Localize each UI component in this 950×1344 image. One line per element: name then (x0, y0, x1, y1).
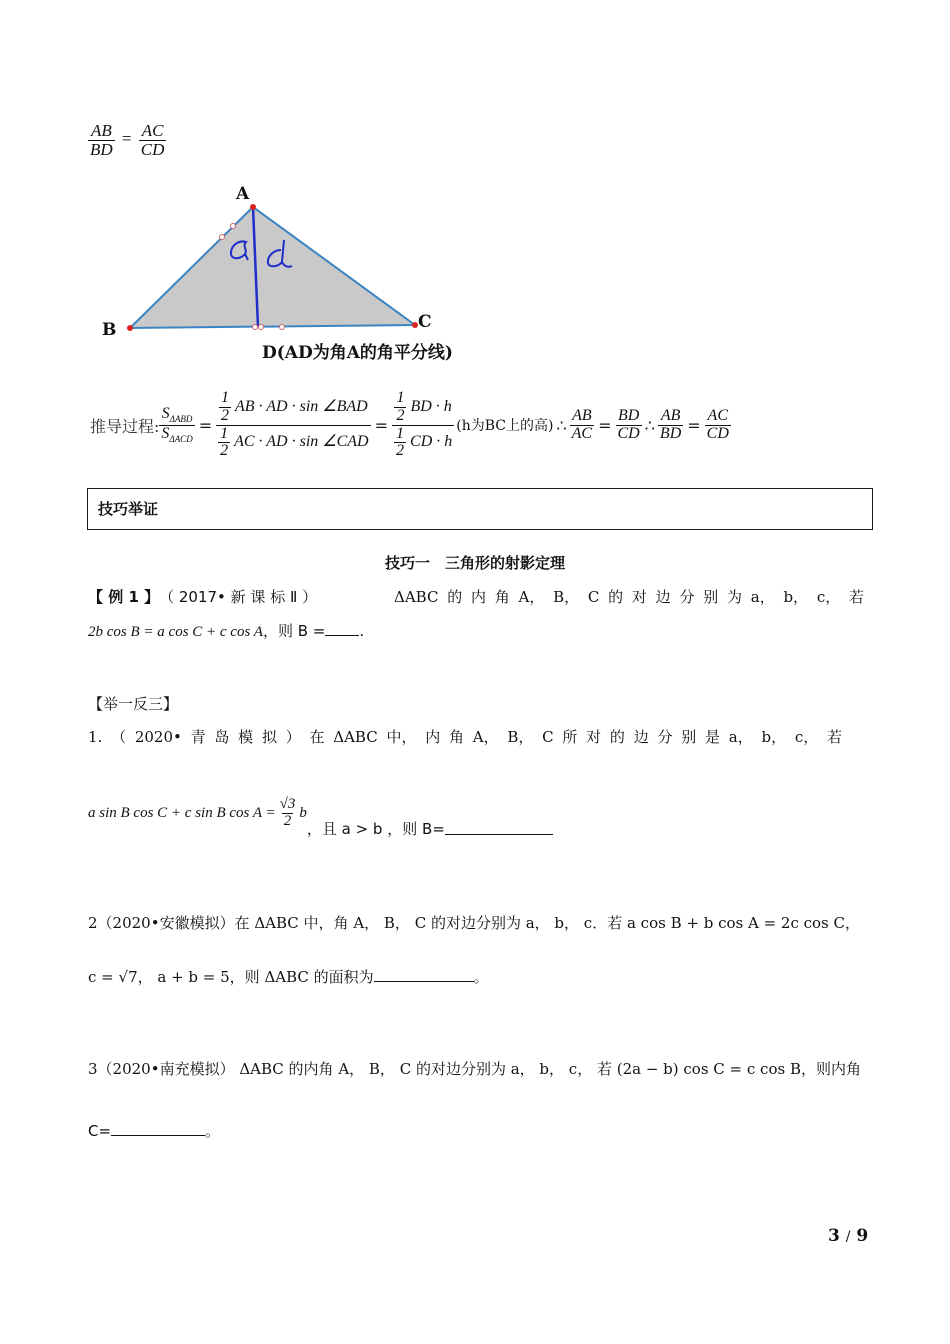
section-box-title: 技巧举证 (98, 500, 159, 518)
practice-title: 【举一反三】 (88, 695, 179, 713)
therefore-symbol: ∴ (644, 415, 655, 435)
therefore-symbol: ∴ (556, 415, 567, 435)
page-number (828, 1226, 868, 1246)
answer-blank[interactable] (111, 1135, 205, 1136)
q3-line2 (88, 1120, 220, 1141)
example1-tail: ，则 B = (262, 622, 326, 640)
half-den: 2 (396, 406, 405, 424)
half-den: 2 (220, 442, 229, 460)
height-num: BD · h (410, 397, 452, 415)
example1-end: . (359, 622, 365, 640)
q3-c: C= (88, 1122, 112, 1140)
top-ratio-formula (88, 122, 166, 159)
area-ratio (159, 406, 194, 444)
half-den: 2 (221, 406, 229, 424)
s-acd: S (161, 424, 170, 442)
page-total: 9 (856, 1226, 869, 1246)
page-current: 3 (828, 1226, 840, 1246)
half-num: 1 (396, 388, 405, 406)
q2-text: 2（2020•安徽模拟）在 ΔABC 中，角 A， B， C 的对边分别为 a， b， c．若 a cos B + b cos A = 2c cos C， (88, 914, 860, 932)
ratio-den: CD (706, 424, 729, 442)
example1-label: 【 例 1 】 (88, 588, 160, 606)
example1-line2 (88, 620, 364, 641)
half-num: 1 (396, 424, 405, 442)
point-marker (220, 235, 225, 240)
q2-text2: c = √7， a + b = 5，则 ΔABC 的面积为 (88, 968, 374, 986)
ratio-num: AC (707, 406, 728, 424)
s-abd-sub: ΔABD (169, 414, 193, 425)
half-num: 1 (220, 424, 229, 442)
height-ratio (392, 390, 454, 460)
frac-den: CD (140, 139, 165, 159)
q2-end: 。 (473, 968, 489, 986)
q1-den: 2 (283, 813, 292, 829)
q3-end: 。 (205, 1122, 221, 1140)
answer-blank[interactable] (374, 981, 474, 982)
section-title: 技巧一 三角形的射影定理 (384, 554, 565, 572)
page-sep: / (845, 1229, 851, 1245)
vertex-label-c: C (418, 312, 432, 332)
vertex-label-b: B (102, 320, 117, 340)
ratio-num: BD (617, 406, 640, 424)
q3-line1 (88, 1058, 861, 1079)
point-marker (231, 224, 236, 229)
sine-den: AC · AD · sin ∠CAD (234, 433, 369, 451)
ratio-den: CD (617, 424, 640, 442)
q1-tail: ，且 a > b ，则 B= (306, 820, 445, 838)
point-marker (280, 325, 285, 330)
q1-line2 (88, 788, 553, 839)
sine-num: AB · AD · sin ∠BAD (235, 397, 368, 415)
q2-line1 (88, 912, 860, 933)
s-abd: S (161, 404, 170, 422)
height-den: CD · h (410, 433, 453, 451)
q1-formula: a sin B cos C + c sin B cos A = (88, 805, 276, 821)
q2-line2 (88, 966, 489, 987)
ratio-num: AB (660, 406, 681, 424)
example1-text: ΔABC 的 内 角 A， B， C 的 对 边 分 别 为 a， b， c， 若 (393, 588, 864, 606)
equals-sign: = (121, 129, 132, 149)
answer-blank[interactable] (325, 635, 359, 636)
sine-ratio (216, 390, 371, 460)
answer-blank[interactable] (445, 834, 553, 835)
triangle-fill (130, 207, 415, 328)
derivation-formula: 推导过程: $\frac{S_{\Delta ABD}}{S_{\Delta ACD}}$ = $\frac{1}{2}$ AB · AD · sin ∠BAD $\frac{1}{2}$ AC · AD · sin ∠CAD = $\frac{1}{2}$ BD · h $\frac{1}{2}$ CD · h (h为BC上的高) ∴ $\frac{AB}{AC}$ = $\frac{BD}{CD}$ ∴ $\frac{AB}{BD}$ = $\frac{AC}{CD}$ (90, 388, 729, 460)
height-note: (h为BC上的高) (456, 418, 554, 434)
frac-den: BD (90, 139, 113, 159)
vertex-b-dot (127, 325, 133, 331)
section-box (87, 488, 873, 530)
vertex-a-dot (250, 204, 256, 210)
point-marker (259, 325, 264, 330)
q1-line1 (88, 726, 864, 747)
vertex-label-a: A (236, 184, 250, 204)
q1-text: 1. （ 2020• 青 岛 模 拟 ） 在 ΔABC 中， 内 角 A， B， C 所 对 的 边 分 别 是 a， b， c， 若 (88, 728, 843, 746)
half-den: 2 (396, 442, 405, 460)
point-marker (253, 325, 258, 330)
example1-line1 (88, 586, 864, 607)
ratio-den: BD (659, 424, 682, 442)
ratio-den: AC (571, 424, 593, 442)
ratio-num: AB (572, 406, 592, 424)
q1-sqrt: √3 (279, 796, 296, 813)
q1-b: b (299, 805, 307, 821)
example1-source: （ 2017• 新 课 标 Ⅱ ） (159, 588, 318, 606)
q3-text: 3（2020•南充模拟） ΔABC 的内角 A， B， C 的对边分别为 a， b， c， 若 (2a − b) cos C = c cos B，则内角 (88, 1060, 861, 1078)
frac-num: AB (90, 121, 112, 140)
half-num: 1 (221, 388, 229, 406)
s-acd-sub: ΔACD (169, 433, 193, 444)
derivation-prefix: 推导过程: (90, 416, 160, 436)
frac-num: AC (141, 121, 164, 140)
figure-caption: D(AD为角A的角平分线) (262, 343, 453, 363)
example1-formula: 2b cos B = a cos C + c cos A (88, 624, 263, 640)
